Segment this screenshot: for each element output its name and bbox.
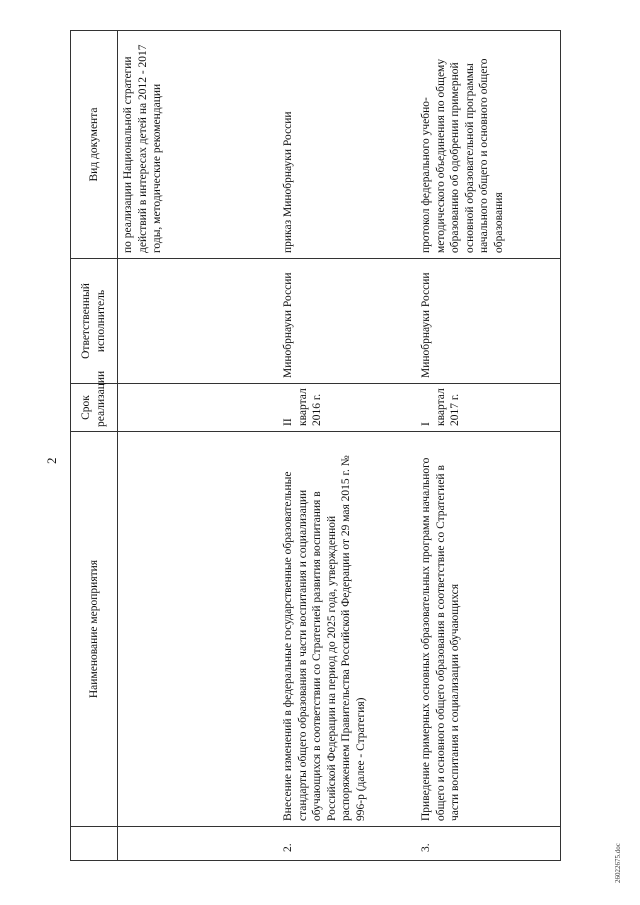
- table-row: [416, 31, 561, 861]
- row-responsible: [118, 259, 279, 384]
- row-deadline: II квартал 2016 г.: [278, 384, 416, 432]
- row-deadline: [118, 384, 279, 432]
- header-event: Наименование мероприятия: [71, 432, 118, 827]
- header-responsible: Ответственный исполнитель: [71, 259, 118, 384]
- header-doc-type: Вид документа: [71, 31, 118, 259]
- row-responsible: Минобрнауки России: [416, 259, 561, 384]
- row-responsible: Минобрнауки России: [278, 259, 416, 384]
- row-event: Внесение изменений в федеральные государственные образовательные стандарты общего образования в части воспитания и социализации обучающихся в соответствии со Стратегией развития воспитания в Российской Федерации на период до 2025 года, утвержденной распоряжением Правительства Российской Федерации от 29 мая 2015 г. № 996-р (далее - Стратегия): [278, 432, 416, 827]
- row-number: 3.: [416, 827, 561, 861]
- row-number: 2.: [278, 827, 416, 861]
- row-event: Приведение примерных основных образовательных программ начального общего и основного общего образования в соответствие со Стратегией в части воспитания и социализации обучающихся: [416, 432, 561, 827]
- row-event: [118, 432, 279, 827]
- header-deadline: Срок реализации: [71, 384, 118, 432]
- header-number: [71, 827, 118, 861]
- table-header-row: [71, 31, 118, 861]
- row-deadline: I квартал 2017 г.: [416, 384, 561, 432]
- table-row: [118, 31, 279, 861]
- row-number: [118, 827, 279, 861]
- row-doc-type: приказ Минобрнауки России: [278, 31, 416, 259]
- row-doc-type: по реализации Национальной стратегии действий в интересах детей на 2012 - 2017 годы, методические рекомендации: [118, 31, 279, 259]
- events-table: [70, 30, 561, 861]
- page-number: 2: [44, 457, 59, 464]
- file-name-footer: 26022675.doc: [614, 843, 622, 883]
- row-doc-type: протокол федерального учебно-методического объединения по общему образованию об одобрении примерной основной образовательной программы начального общего и основного общего образования: [416, 31, 561, 259]
- table-row: [278, 31, 416, 861]
